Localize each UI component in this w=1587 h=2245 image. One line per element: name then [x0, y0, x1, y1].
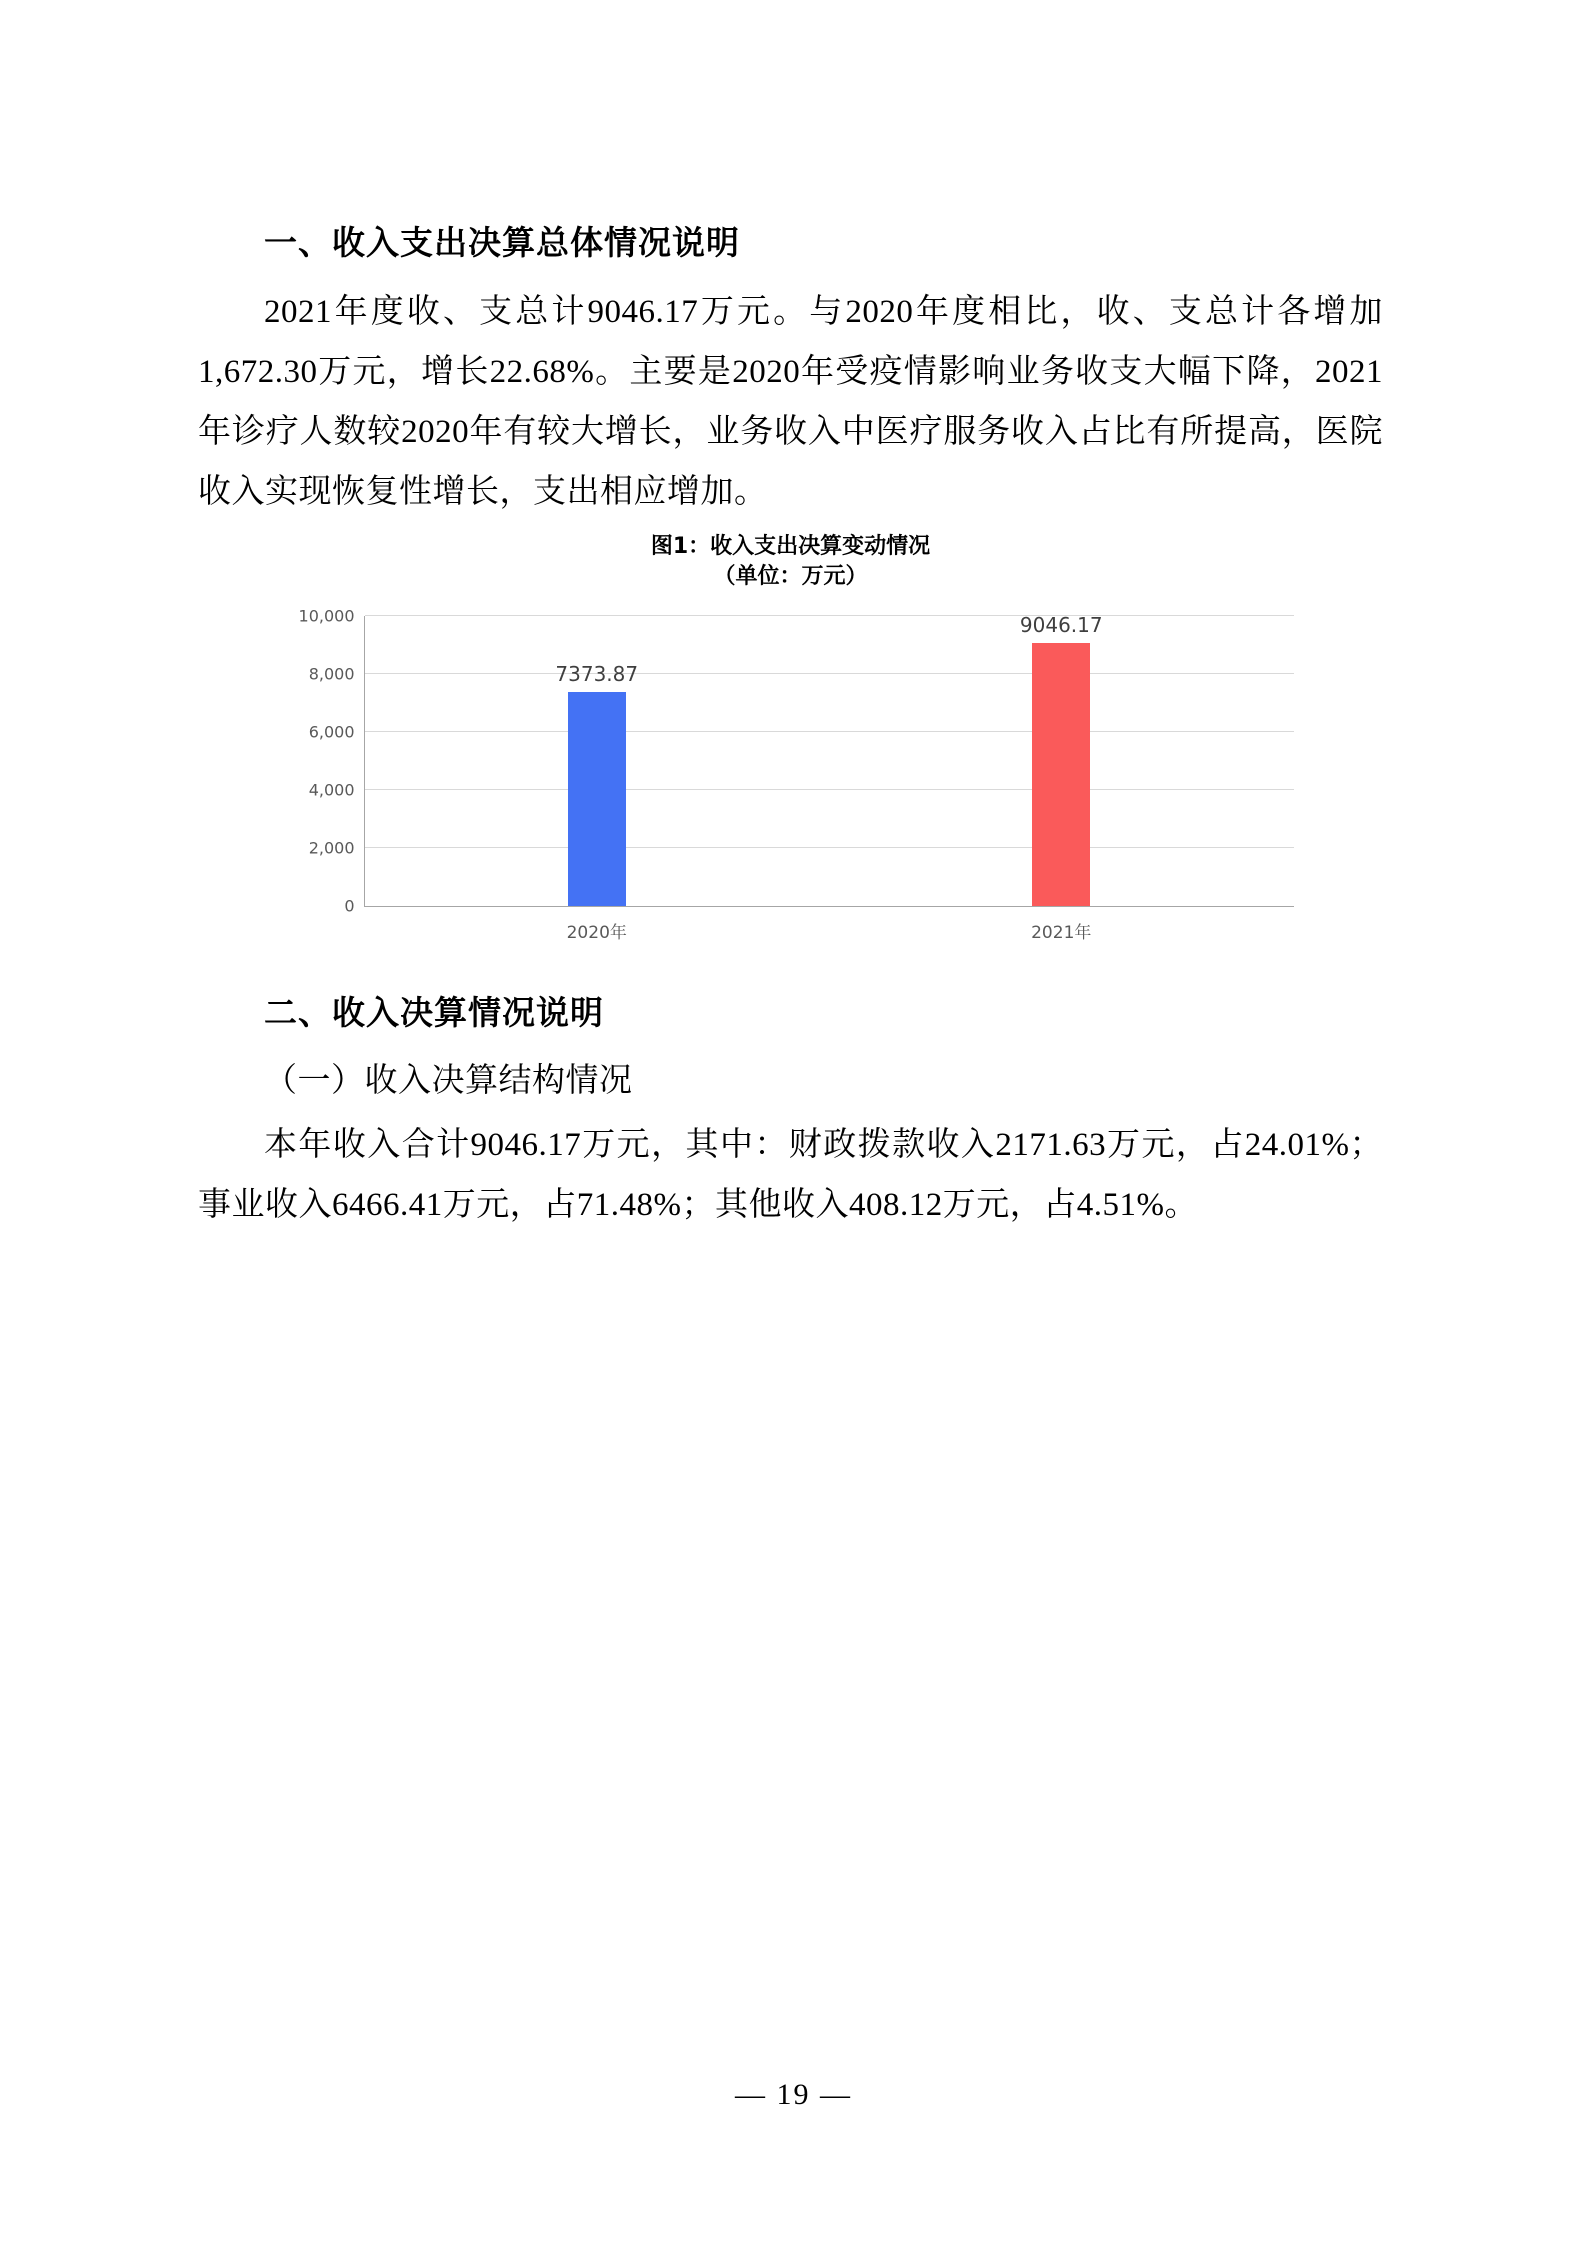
chart-y-tick-label: 2,000 [308, 838, 355, 857]
chart-x-tick-label: 2021年 [1031, 922, 1092, 943]
chart-area [266, 606, 1316, 943]
section-2-subheading: （一）收入决算结构情况 [264, 1063, 633, 1099]
chart-category-slot [365, 616, 830, 943]
page-number: — 19 — [735, 2078, 852, 2111]
chart-y-tick-label: 6,000 [308, 722, 355, 741]
section-1-paragraph-1: 2021年度收、支总计9046.17万元。与2020年度相比，收、支总计各增加1,672.30万元，增长22.68%。主要是2020年受疫情影响业务收支大幅下降，2021年诊疗人数较2020年有较大增长，业务收入中医疗服务收入占比有所提高，医院收入实现恢复性增长，支出相应增加。 [198, 293, 1383, 510]
figure-1 [198, 532, 1383, 943]
chart-bar-value-label: 9046.17 [1019, 613, 1103, 638]
chart-y-tick-label: 10,000 [298, 606, 355, 625]
chart-plot [298, 606, 1294, 943]
section-heading-2: 二、收入决算情况说明 [264, 992, 604, 1032]
chart-bar [555, 661, 639, 906]
page-content [198, 218, 1383, 1239]
chart-category-slot [829, 613, 1294, 943]
chart-y-tick-label: 8,000 [308, 664, 355, 683]
chart-bar [1019, 613, 1103, 905]
chart-y-tick-label: 0 [344, 896, 355, 915]
chart-title: 图1：收入支出决算变动情况 [650, 533, 931, 559]
section-2-paragraph-1: 本年收入合计9046.17万元，其中：财政拨款收入2171.63万元，占24.01%；事业收入6466.41万元，占71.48%；其他收入408.12万元，占4.51%。 [198, 1127, 1383, 1223]
section-heading-1: 一、收入支出决算总体情况说明 [264, 223, 740, 262]
chart-y-tick-label: 4,000 [308, 780, 355, 799]
chart-subtitle: （单位：万元） [713, 563, 868, 589]
chart-bar-value-label: 7373.87 [555, 661, 639, 686]
chart-x-tick-label: 2020年 [566, 922, 627, 943]
